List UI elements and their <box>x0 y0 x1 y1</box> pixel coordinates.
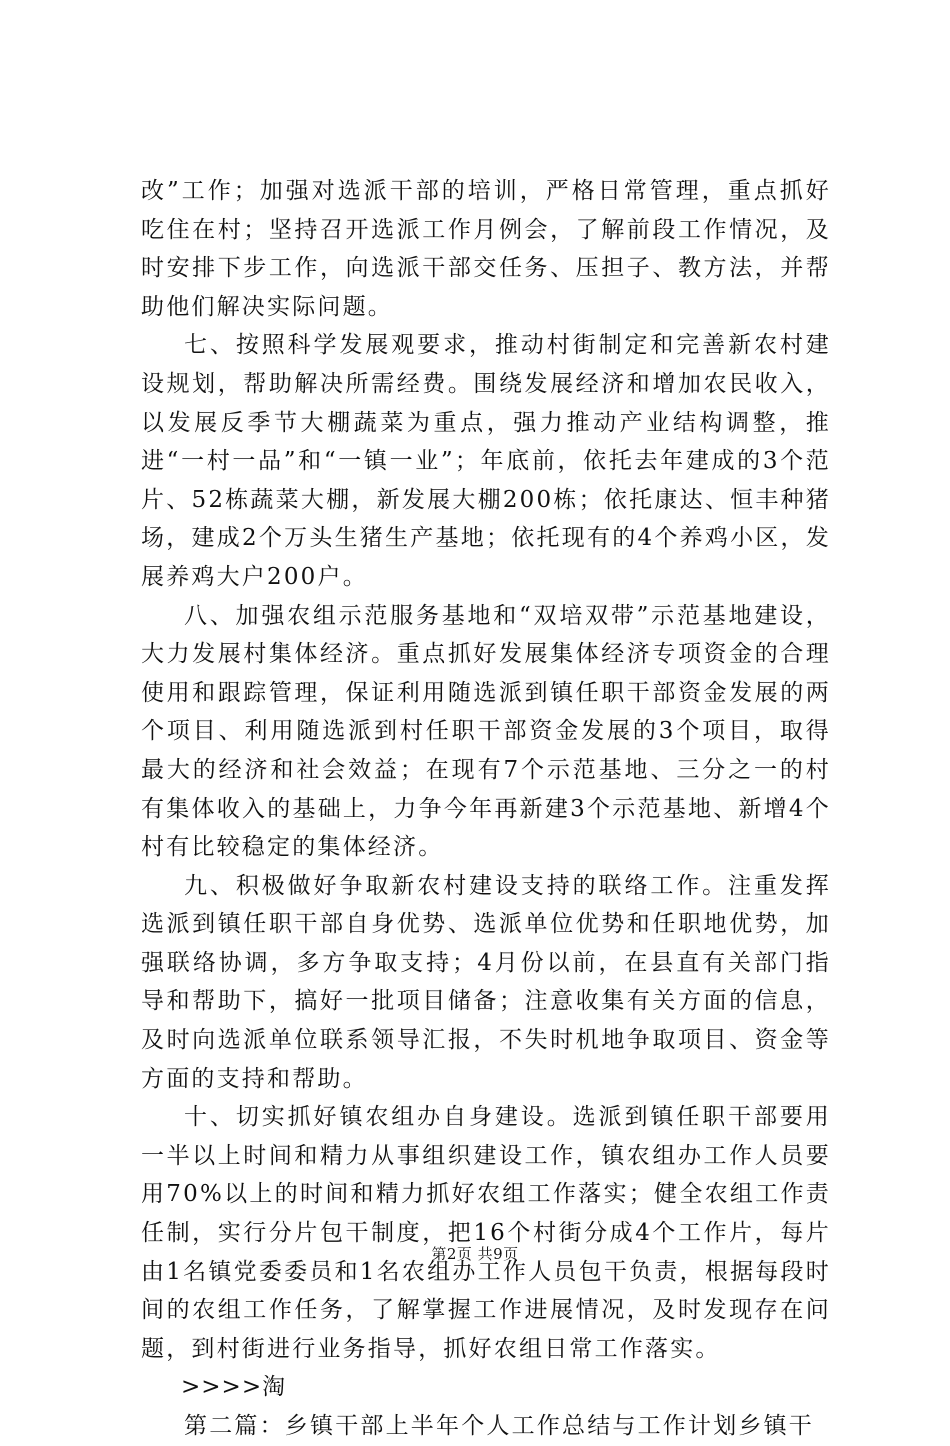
paragraph-continuation: 改”工作；加强对选派干部的培训，严格日常管理，重点抓好吃住在村；坚持召开选派工作月例会，了解前段工作情况，及时安排下步工作，向选派干部交任务、压担子、教方法，并帮助他们解决实际问题。 <box>141 178 831 320</box>
paragraph-item-eight: 八、加强农组示范服务基地和“双培双带”示范基地建设，大力发展村集体经济。重点抓好发展集体经济专项资金的合理使用和跟踪管理，保证利用随选派到镇任职干部资金发展的两个项目、利用随选派到村任职干部资金发展的3个项目，取得最大的经济和社会效益；在现有7个示范基地、三分之一的村有集体收入的基础上，力争今年再新建3个示范基地、新增4个村有比较稳定的集体经济。 <box>141 602 831 861</box>
paragraph-item-ten: 十、切实抓好镇农组办自身建设。选派到镇任职干部要用一半以上时间和精力从事组织建设工作，镇农组办工作人员要用70%以上的时间和精力抓好农组工作落实；健全农组工作责任制，实行分片包干制度，把16个村街分成4个工作片，每片由1名镇党委委员和1名农组办工作人员包干负责，根据每段时间的农组工作任务，了解掌握工作进展情况，及时发现存在问题，到村街进行业务指导，抓好农组日常工作落实。 <box>141 1104 831 1362</box>
paragraph-item-nine: 九、积极做好争取新农村建设支持的联络工作。注重发挥选派到镇任职干部自身优势、选派单位优势和任职地优势，加强联络协调，多方争取支持；4月份以前，在县直有关部门指导和帮助下，搞好一批项目储备；注意收集有关方面的信息，及时向选派单位联系领导汇报，不失时机地争取项目、资金等方面的支持和帮助。 <box>141 872 831 1092</box>
paragraph-second-article-title: 第二篇：乡镇干部上半年个人工作总结与工作计划乡镇干 <box>184 1413 814 1439</box>
paragraph-item-seven: 七、按照科学发展观要求，推动村街制定和完善新农村建设规划，帮助解决所需经费。围绕发展经济和增加农民收入，以发展反季节大棚蔬菜为重点，强力推动产业结构调整，推进“一村一品”和“一镇一业”；年底前，依托去年建成的3个范片、52栋蔬菜大棚，新发展大棚200栋；依托康达、恒丰种猪场，建成2个万头生猪生产基地；依托现有的4个养鸡小区，发展养鸡大户200户。 <box>141 332 831 590</box>
section-marker: >>>>淘 <box>181 1374 287 1401</box>
page-footer: 第2页 共9页 <box>431 1245 519 1263</box>
